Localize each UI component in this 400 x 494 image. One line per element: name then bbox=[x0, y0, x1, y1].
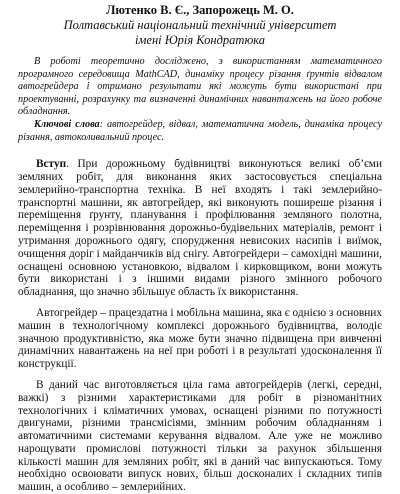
keywords bbox=[18, 119, 382, 144]
paragraph-2: Автогрейдер – працездатна і мобільна машина, яка є однією з основних машин в технологічному комплексі дорожнього будівництва, володіє значною продуктивністю, яка може бути значно підвищена при вивченні динамічних навантажень на неї при роботі і в результаті удосконалення її конструкції. bbox=[18, 306, 382, 371]
intro-paragraph bbox=[18, 158, 382, 299]
affiliation-line-1: Полтавський національний технічний університет bbox=[63, 18, 337, 32]
keywords-text: : автогрейдер, відвал, математична модель, динаміка процесу різання, автоколивальний процес. bbox=[18, 118, 382, 143]
paragraph-3: В даний час виготовляється ціла гама автогрейдерів (легкі, середні, важкі) з різними характеристиками для робіт в різноманітних технологічних і кліматичних умовах, оснащені різними по потужності двигунами, різними трансмісіями, змінним робочим обладнанням і автоматичними системами керування відвалом. Але уже не можливо нарощувати промислові потужності тільки за рахунок збільшення кількості машин для земляних робіт, які в даний час випускаються. Тому необхідно освоювати випуск нових, більш досконалих і складних типів машин, а особливо – землерийних. bbox=[18, 378, 382, 494]
affiliation-line-2: імені Юрія Кондратюка bbox=[134, 33, 266, 47]
intro-text: . При дорожньому будівництві виконуються великі об’єми земляних робіт, для виконання яких застосовується спеціальна землерийно-транспортна техніка. В неї входять і такі землерийно-транспортні машини, як автогрейдер, які виконують поширеше різання і переміщення ґрунту, планування і профілювання земляного полотна, переміщення і розрівнювання дорожньо-будівельних матеріалів, ремонт і утримання дорожнього одягу, спорудження невисоких насипів і виїмок, очищення доріг і майданчиків від снігу. Автогрейдери – самохідні машини, оснащені основною установкою, відвалом і кирковщиком, вони можуть бути використані і з іншими видами різного змінного робочого обладнання, що значно збільшує область їх використання. bbox=[18, 158, 382, 299]
authors: Лютенко В. Є., Запорожець М. О. bbox=[106, 3, 294, 17]
intro-heading: Вступ bbox=[36, 158, 67, 171]
keywords-label: Ключові слова bbox=[34, 118, 100, 130]
abstract: В роботі теоретично досліджено, з використанням математичного програмного середовища MathCAD, динаміку процесу різання ґрунтів відвалом автогрейдера і отримано результати які можуть бути використані при проектуванні, розрахунку та визначенні динамічних навантажень на його робоче обладнання. bbox=[18, 56, 382, 118]
